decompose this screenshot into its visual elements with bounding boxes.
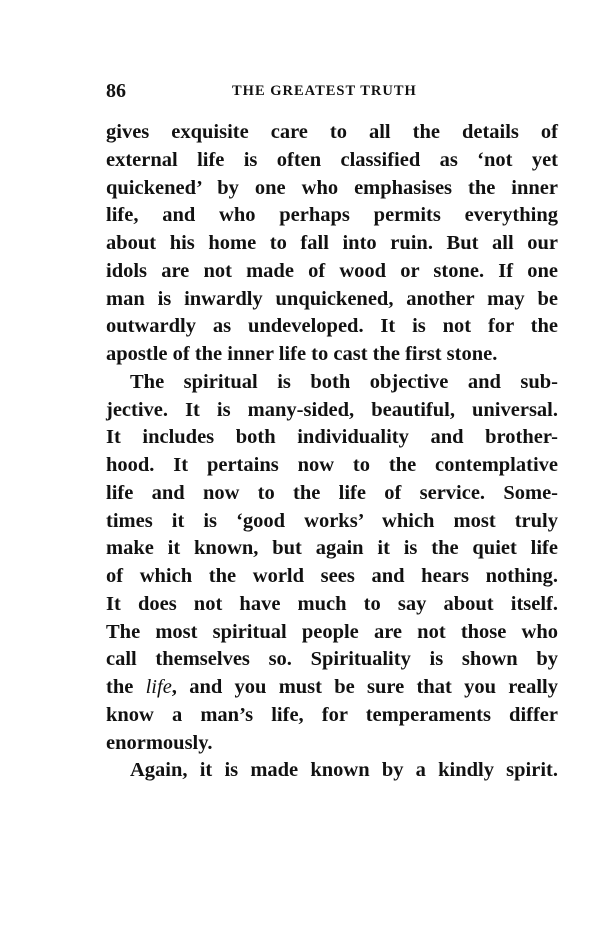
text-line xyxy=(106,674,558,702)
text-line: outwardly as undeveloped. It is not for the xyxy=(106,315,558,338)
text-line: life and now to the life of service. Some- xyxy=(106,481,558,504)
running-title: THE GREATEST TRUTH xyxy=(232,83,417,99)
text-line: The spiritual is both objective and sub- xyxy=(130,370,558,393)
text-line: know a man’s life, for temperaments differ xyxy=(106,703,558,726)
text-line: about his home to fall into ruin. But all our xyxy=(106,232,558,254)
text-segment: , and you must be sure that you really xyxy=(171,676,558,698)
text-line: enormously. xyxy=(106,731,213,754)
text-line: life, and who perhaps permits everything xyxy=(106,204,558,227)
italic-word: life xyxy=(145,676,172,698)
text-line: times it is ‘good works’ which most truly xyxy=(106,509,558,532)
text-segment: the xyxy=(106,676,146,698)
text-line: call themselves so. Spirituality is shown by xyxy=(106,648,558,671)
text-line: hood. It pertains now to the contemplative xyxy=(106,454,558,476)
text-line: man is inwardly unquickened, another may be xyxy=(106,287,558,310)
text-line: apostle of the inner life to cast the first stone. xyxy=(106,343,498,365)
body-text xyxy=(106,119,558,785)
text-line: It does not have much to say about itself. xyxy=(106,592,558,615)
text-line: quickened’ by one who emphasises the inner xyxy=(106,176,558,199)
text-line: jective. It is many-sided, beautiful, universal. xyxy=(106,398,558,421)
text-line: external life is often classified as ‘not yet xyxy=(106,148,558,171)
text-line: It includes both individuality and brother- xyxy=(106,426,558,449)
page-number: 86 xyxy=(106,80,126,102)
text-line: idols are not made of wood or stone. If one xyxy=(106,259,558,282)
page-header xyxy=(106,80,558,104)
text-line: gives exquisite care to all the details of xyxy=(106,121,558,143)
text-line: make it known, but again it is the quiet life xyxy=(106,537,558,560)
text-line: of which the world sees and hears nothing. xyxy=(106,565,558,587)
text-line: The most spiritual people are not those who xyxy=(106,620,558,643)
text-line: Again, it is made known by a kindly spirit. xyxy=(130,759,558,782)
